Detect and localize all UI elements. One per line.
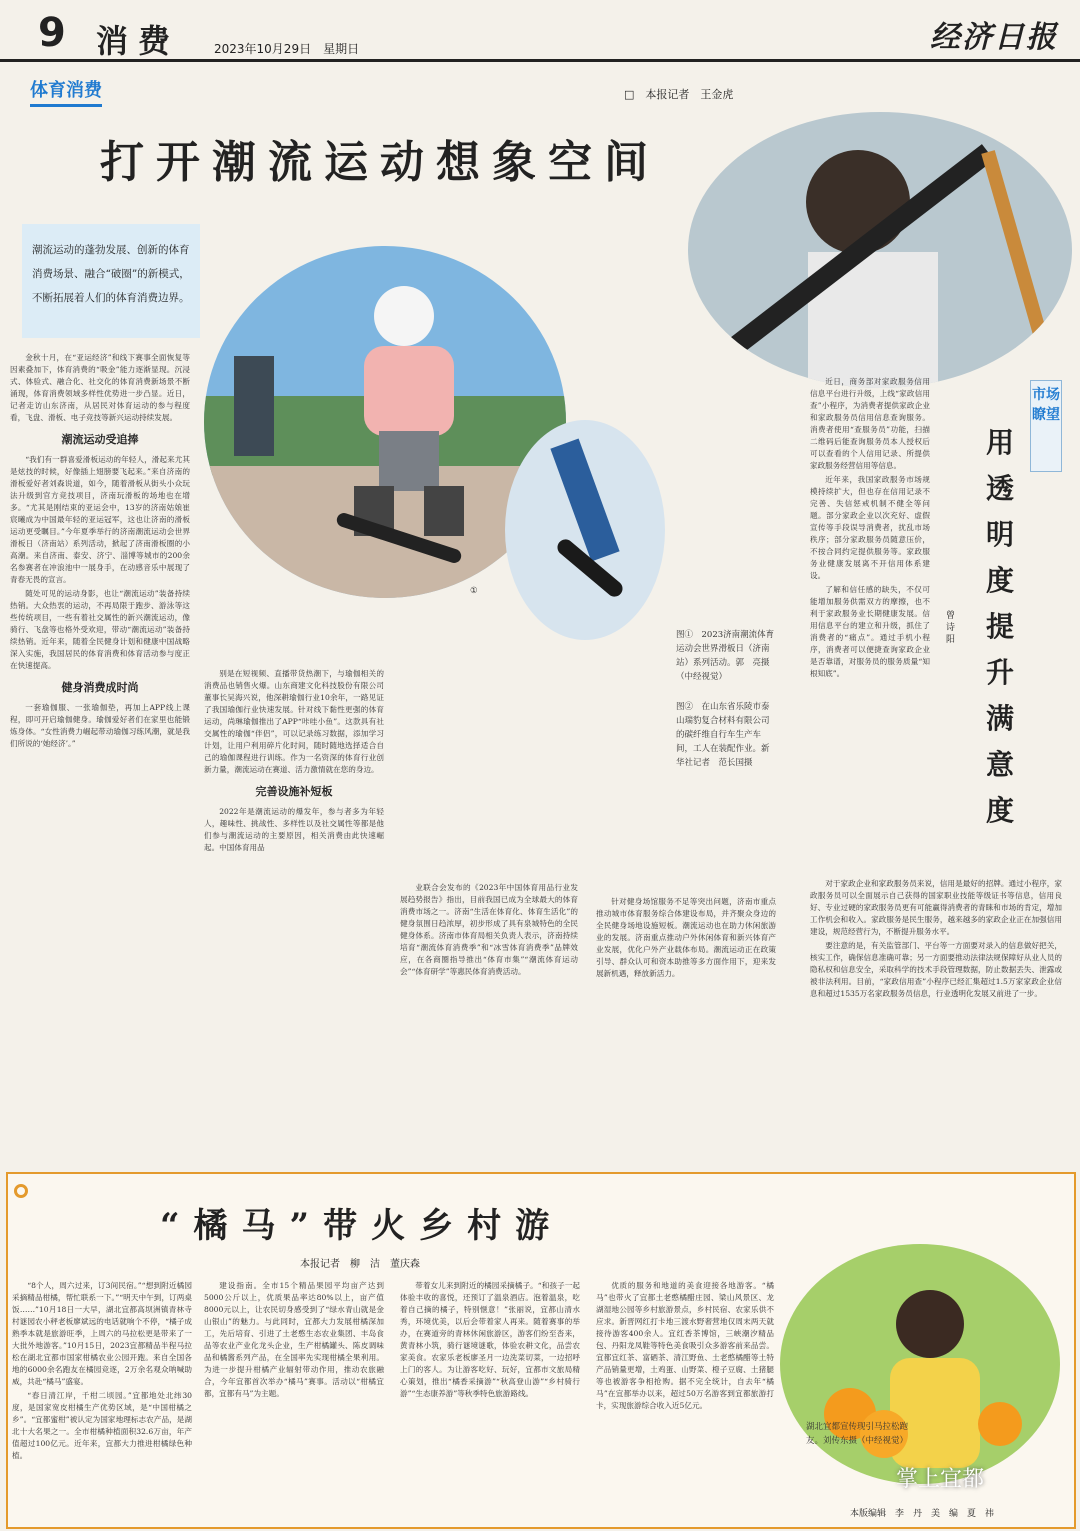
paragraph: 对于家政企业和家政服务员来说，信用是最好的招牌。通过小程序，家政服务员可以全面展示自己获得的国家职业技能等级证书等信息，信用良好、专业过硬的家政服务员更有可能赢得消费者的青睐和市场的肯定，增加工作机会和收入。家政服务是民生服务，越来越多的家政企业正在加强信用建设，规范经营行为，不断提升服务水平。 [810, 879, 1062, 936]
bottom-photo-caption: 湖北宜都宣传现引马拉松跑友。刘传东摄（中经视觉） [806, 1422, 909, 1446]
skateboard-trick-illustration [500, 410, 670, 650]
subhead-2: 健身消费成时尚 [61, 681, 139, 694]
paragraph: “我们有一群喜爱滑板运动的年轻人，滑起来尤其是炫技的时候，好像插上翅膀要飞起来。”来自济南的滑板爱好者刘森说道，如今，随着滑板从街头小众玩法升级到官方竞技项目，济南玩滑板的场地也在增多。“尤其是刚结束的亚运会中，13岁的济南姑娘崔宸曦成为中国最年轻的亚运冠军，这也让济南的滑板运动更受瞩目。”今年夏季举行的济南潮流运动会世界滑板日（济南站）系列活动，掀起了济南滑板圈的小高潮。来自济南、泰安、济宁、淄博等城市的200余名参赛者在冲浪池中一展身手，在动感音乐中展现了青春无畏的宣言。 [10, 455, 190, 584]
subhead-3: 完善设施补短板 [255, 785, 333, 798]
paragraph: 近年来，我国家政服务市场规模持续扩大，但也存在信用记录不完善、失信惩戒机制不健全等问题。部分家政企业以次充好、虚假宣传等手段误导消费者，扰乱市场秩序；部分家政服务员随意压价，不按合同约定提供服务等。家政服务业健康发展离不开信用体系建设。 [810, 475, 930, 580]
page-number: 9 [38, 10, 66, 56]
category-tag: 体育消费 [30, 76, 102, 107]
paragraph: 建设指南。全市15个精品果园平均亩产达到5000公斤以上，优质果品率达80%以上，亩产值8000元以上，让农民切身感受到了“绿水青山就是金山银山”的魅力。与此同时，宜都大力发展柑橘深加工，先后培育、引进了土老憨生态农业集团、丰岛食品等农业产业化龙头企业，生产柑橘罐头、陈皮调味品和橘酱系列产品，在全国率先实现柑橘全果利用。为进一步提升柑橘产业辐射带动作用，推动农旅融合，今年宜都首次举办“橘马”赛事。活动以“柑橘宜都，宜都有马”为主题。 [204, 1281, 384, 1398]
paragraph: 了解和信任感的缺失，不仅可能增加服务供需双方的摩擦，也不利于家政服务业长期健康发展。信用信息平台的建立和升级，抓住了消费者的“痛点”。通过手机小程序，消费者可以便捷查询家政企业是否靠谱，对服务员的服务质量“知根知底”。 [810, 585, 930, 678]
paragraph: “春日清江岸，千柑二顷园。”宜都地处北纬30度，是国家宽皮柑橘生产优势区域，是“中国柑橘之乡”。“宜都蜜柑”被认定为国家地理标志农产品，是湖北十大名果之一。全市柑橘种植面积32.6万亩，年产值超过100亿元。近年来，宜都大力推进柑橘绿色种植。 [12, 1391, 192, 1460]
side-author: 曾诗阳 [946, 611, 956, 645]
bottom-byline: 本报记者 柳 洁 董庆森 [300, 1259, 420, 1270]
bicycle-factory-illustration [688, 112, 1072, 388]
section-dot-icon [14, 1184, 28, 1198]
top-byline: □ 本报记者 王金虎 [624, 88, 734, 101]
paragraph: 带着女儿来到附近的橘园采摘橘子。“和孩子一起体验丰收的喜悦，还预订了温泉酒店。泡着温泉，吃着自己摘的橘子，特别惬意！”张丽说，宜都山清水秀，环境优美，以后会带着家人再来。随着赛事的举办，在赛道旁的青林休闲旅游区，游客们纷至沓来，黄青林小筑，骑行谜境谜歌，体验农耕文化，品尝农家美食。农家乐老板廖圣月一边洗菜切菜，一边招呼上门的客人。为让游客吃好、玩好，宜都市文旅局精心策划，推出“橘香采摘游”“秋高登山游”“乡村骑行游”“生态康养游”等秋季特色旅游路线。 [400, 1281, 580, 1398]
page-editors: 本版编辑 李 丹 美 编 夏 祎 [850, 1509, 995, 1519]
article-column-3 [400, 882, 578, 1152]
bottom-headline: “橘马”带火乡村游 [160, 1206, 564, 1246]
paragraph: 近日，商务部对家政服务信用信息平台进行升级，上线“家政信用查”小程序，为消费者提供家政企业和家政服务员信用信息查询服务。消费者使用“查服务员”功能，扫描二维码后能查询服务员本人授权后可以查看的个人信用记录、所提供家政服务经营信用等信息。 [810, 377, 930, 470]
side-headline: 用透明度提升满意度 [985, 426, 1014, 827]
side-column-2 [810, 878, 1062, 1168]
orange-festival-photo [780, 1244, 1060, 1484]
paragraph: 优质的服务和地道的美食迎接各地游客。“橘马”也带火了宜都土老憨橘醋庄园、梁山风景区、龙湖湿地公园等乡村旅游景点，乡村民宿、农家乐供不应求。新晋网红打卡地三渡水野奢营地仅周末两天就接待游客400余人。宜红香茶博馆，三峡潮汐精品包、丹阳龙凤鞋等特色美食吸引众多游客前来品尝。宜都宜红茶、富硒茶、清江野鱼、土老憨橘醋等土特产品销量更增，土鸡蛋、山野菜、橙子豆腐、土猪腿等也被游客争相抢购。据不完全统计，自去年“橘马”在宜都举办以来，超过50万名游客到宜都旅游打卡，实现旅游综合收入近5亿元。 [596, 1281, 774, 1410]
bottom-column-4 [596, 1280, 774, 1522]
issue-date: 2023年10月29日 星期日 [214, 42, 360, 56]
bottom-column-1 [12, 1280, 192, 1522]
top-headline: 打开潮流运动想象空间 [100, 137, 660, 188]
article-column-1 [10, 352, 190, 1152]
section-title: 消费 [96, 22, 181, 60]
side-column-1 [810, 376, 930, 876]
photo-number: ① [470, 586, 478, 596]
paragraph: 要注意的是，有关监管部门、平台等一方面要对录入的信息做好把关，核实工作，确保信息准确可靠；另一方面要推动法律法规保障好从业人员的隐私权和信息安全，采取科学的技术手段管理数据，防止数据丢失、泄露或被非法利用。目前，“家政信用查”小程序已经汇集超过1.5万家家政企业信息和超过1535万名家政服务员信息，行业透明化发展又前进了一步。 [810, 941, 1062, 998]
article-column-4 [596, 896, 776, 1152]
masthead [0, 0, 1080, 62]
column-banner: 市场瞭望 [1030, 380, 1062, 472]
caption-1: 图① 2023济南潮流体育运动会世界滑板日（济南站）系列活动。郭 亮摄（中经视觉） [676, 630, 775, 682]
skateboard-photo [500, 410, 670, 650]
paragraph: “8个人，周六过来，订3间民宿。”“想到附近橘园采摘精品柑橘，帮忙联系一下。”“明天中午到，订两桌饭……”10月18日一大早，湖北宜都高坝洲镇青林寺村谜园农小秤老板廖斌远的电话就响个不停，“橘子成熟季本就是旅游旺季，上周六的马拉松更是带来了一大批外地游客。”10月15日，2023宜都精品半程马拉松在湖北宜都市国家柑橘农业公园开跑。来自全国各地的6000余名跑友在橘园竞逐，2万余名观众呐喊助威，共赴“橘马”盛宴。 [12, 1281, 192, 1386]
paragraph: 金秋十月，在“亚运经济”和线下赛事全面恢复等因素叠加下，体育消费的“吸金”能力逐渐显现。沉浸式、体验式、融合化、社交化的体育消费新场景不断涌现，体育消费领域多样性优势进一步凸显。近日，记者走访山东济南，从居民对体育运动的参与程度看，飞盘、滑板、电子竞技等新兴运动持续发展。 [10, 353, 190, 422]
article-column-2 [204, 668, 384, 1152]
bottom-column-3 [400, 1280, 580, 1522]
paragraph: 2022年是潮流运动的爆发年，参与者多为年轻人，趣味性、挑战性、多样性以及社交属性等都是他们参与潮流运动的主要原因，相关消费由此快速崛起。中国体育用品 [204, 807, 384, 852]
watermark: 掌上宜都 [896, 1467, 985, 1492]
paragraph: 业联合会发布的《2023年中国体育用品行业发展趋势报告》指出，目前我国已成为全球最大的体育消费市场之一。济南“生活在体育化、体育生活化”的健身氛围日趋浓厚，初步形成了具有泉城特色的全民健身体系。济南市体育局相关负责人表示，济南持续培育“潮流体育消费季”和“冰雪体育消费季”品牌效应，在各商圈指导推出“体育市集”“潮流体育运动会”“体育研学”等惠民体育消费活动。 [400, 883, 578, 976]
newspaper-logo: 经济日报 [930, 20, 1058, 55]
orange-festival-illustration [780, 1244, 1060, 1484]
paragraph: 随处可见的运动身影，也让“潮流运动”装备持续热销。大众热衷的运动，不再局限于跑步、游泳等这些传统项目，一些有着社交属性的新兴潮流运动，像骑行、飞盘等也格外受欢迎，带动“潮流运动”装备持续热销。近年来，随着全民健身计划和健康中国战略深入实施，我国居民的体育消费和体育活动参与度正在快速提高。 [10, 589, 190, 670]
article-deck: 潮流运动的蓬勃发展、创新的体育消费场景、融合“破圈”的新模式，不断拓展着人们的体育消费边界。 [22, 224, 200, 338]
caption-2: 图② 在山东省乐陵市泰山瑞豹复合材料有限公司的碳纤维自行车生产车间，工人在装配作业。新华社记者 范长国摄 [676, 702, 770, 768]
paragraph: 别是在短视频、直播带货热潮下，与瑜伽相关的消费品也销售火爆。山东商建文化科技股份有限公司董事长吴海兴说，他深耕瑜伽行业10余年，一路见证了我国瑜伽行业快速发展。针对线下黏性更强的体育运动，尚琳瑜伽推出了APP“咔哇小鱼”。这款具有社交属性的瑜伽“伴侣”，可以记录练习数据，添加学习计划，让用户利用碎片化时间，随时随地选择适合自己的瑜伽课程进行训练。作为一名资深的体育行业创新力量，潮流运动在赛道、活力激情就在您的身边。 [204, 669, 384, 774]
subhead-1: 潮流运动受追捧 [61, 433, 139, 446]
paragraph: 针对健身场馆服务不足等突出问题，济南市重点推动城市体育服务综合体建设布局，并齐聚众身边的全民健身场地设施短板。潮流运动也在助力休闲旅游业的发展。济南重点推动户外休闲体育和新兴体育产业发展，优化户外产业载体布局。潮流运动正在政策引导、群众认可和资本助推等多方面作用下，迎来发展新机遇，释放新活力。 [596, 897, 776, 978]
bottom-column-2 [204, 1280, 384, 1522]
paragraph: 一套瑜伽服、一张瑜伽垫，再加上APP线上课程，即可开启瑜伽健身。瑜伽爱好者们在家里也能锻炼身体。“女性消费力崛起带动瑜伽习练风潮，就是我们所说的‘她经济’。” [10, 703, 190, 748]
bicycle-factory-photo [688, 112, 1072, 388]
